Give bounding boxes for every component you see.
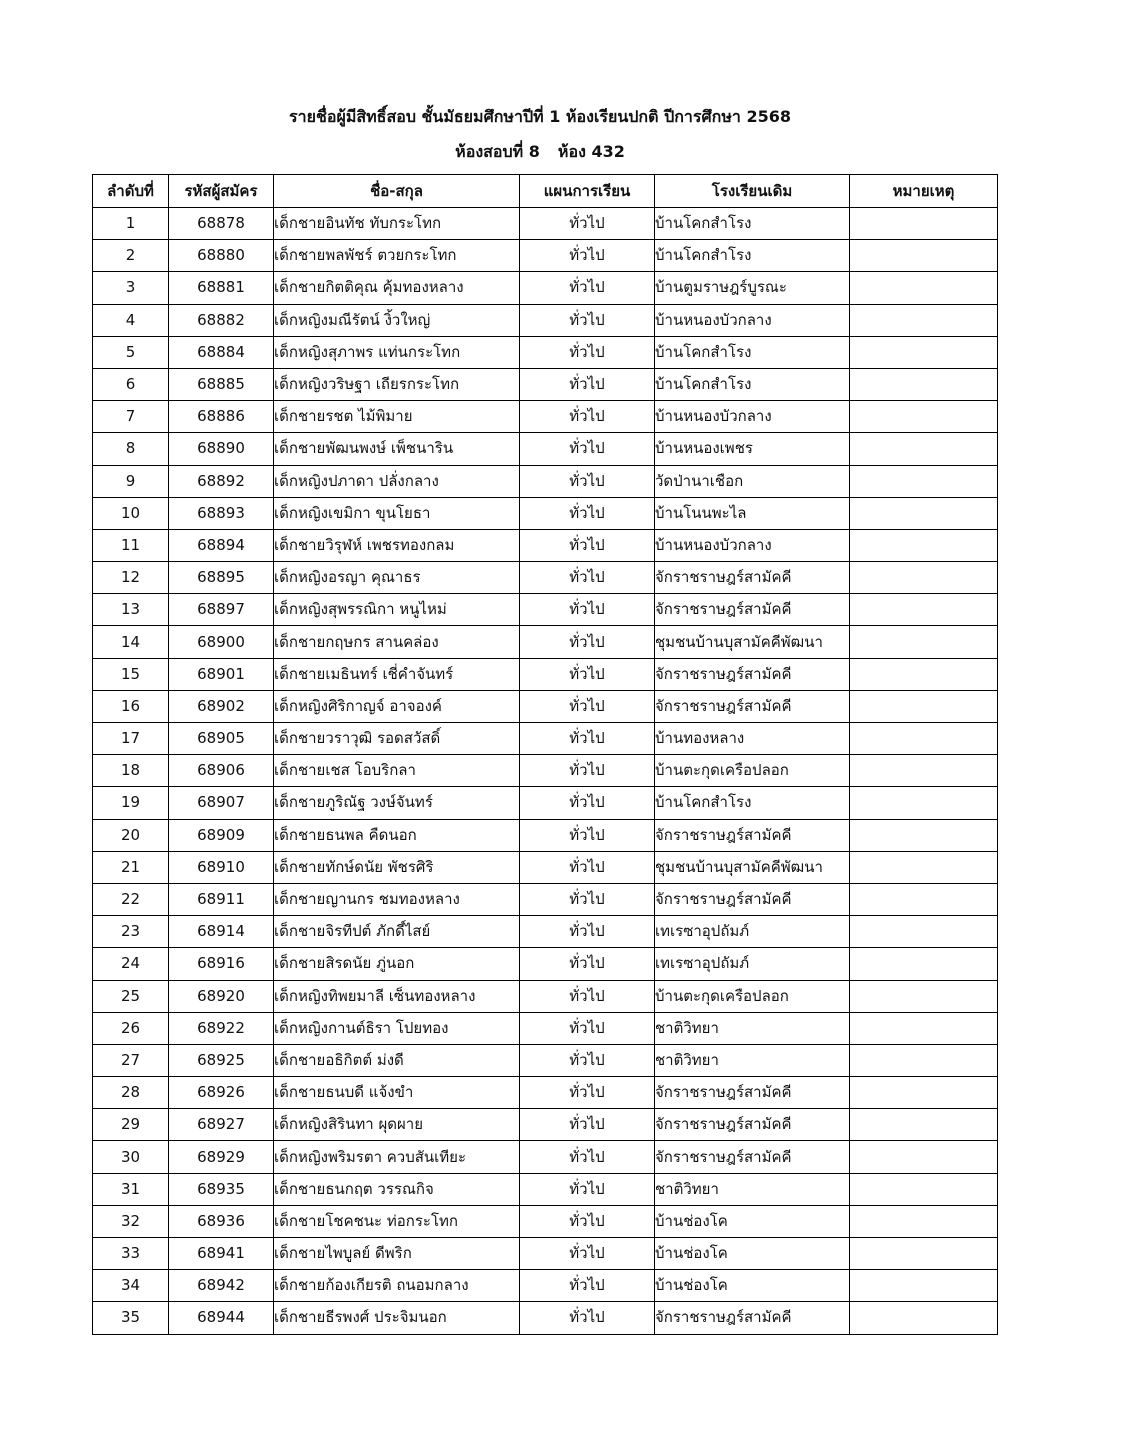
page-subtitle xyxy=(0,142,1080,162)
cell-name: เด็กชายพลพัชร์ ตวยกระโทก xyxy=(274,240,520,272)
cell-study-plan: ทั่วไป xyxy=(520,980,655,1012)
cell-no: 25 xyxy=(93,980,169,1012)
cell-remarks xyxy=(850,433,998,465)
cell-name: เด็กชายอธิกิตต์ ม่งดี xyxy=(274,1044,520,1076)
cell-study-plan: ทั่วไป xyxy=(520,529,655,561)
table-row xyxy=(93,755,998,787)
cell-remarks xyxy=(850,1044,998,1076)
cell-previous-school: บ้านตะกุดเครือปลอก xyxy=(655,755,850,787)
table-row xyxy=(93,240,998,272)
cell-no: 34 xyxy=(93,1270,169,1302)
cell-no: 21 xyxy=(93,851,169,883)
cell-previous-school: จักราชราษฎร์สามัคคี xyxy=(655,1302,850,1334)
cell-study-plan: ทั่วไป xyxy=(520,1141,655,1173)
cell-study-plan: ทั่วไป xyxy=(520,690,655,722)
cell-applicant-id: 68941 xyxy=(169,1238,274,1270)
cell-previous-school: บ้านช่องโค xyxy=(655,1270,850,1302)
cell-applicant-id: 68882 xyxy=(169,304,274,336)
column-header-previous-school: โรงเรียนเดิม xyxy=(655,175,850,208)
cell-no: 22 xyxy=(93,883,169,915)
cell-name: เด็กหญิงสุพรรณิกา หนูไหม่ xyxy=(274,594,520,626)
cell-remarks xyxy=(850,208,998,240)
cell-remarks xyxy=(850,1141,998,1173)
cell-name: เด็กชายภูริณัฐ วงษ์จันทร์ xyxy=(274,787,520,819)
table-row xyxy=(93,1173,998,1205)
cell-previous-school: เทเรซาอุปถัมภ์ xyxy=(655,916,850,948)
cell-previous-school: ชาติวิทยา xyxy=(655,1044,850,1076)
column-header-applicant-id: รหัสผู้สมัคร xyxy=(169,175,274,208)
table-row xyxy=(93,851,998,883)
cell-applicant-id: 68944 xyxy=(169,1302,274,1334)
cell-applicant-id: 68886 xyxy=(169,401,274,433)
table-row xyxy=(93,304,998,336)
cell-no: 5 xyxy=(93,336,169,368)
cell-applicant-id: 68907 xyxy=(169,787,274,819)
cell-name: เด็กชายจิรทีปต์ ภักดี์ไสย์ xyxy=(274,916,520,948)
cell-applicant-id: 68901 xyxy=(169,658,274,690)
cell-study-plan: ทั่วไป xyxy=(520,658,655,690)
cell-name: เด็กชายสิรดนัย ภู่นอก xyxy=(274,948,520,980)
table-row xyxy=(93,562,998,594)
cell-study-plan: ทั่วไป xyxy=(520,851,655,883)
table-row xyxy=(93,1270,998,1302)
cell-previous-school: บ้านหนองเพชร xyxy=(655,433,850,465)
cell-previous-school: บ้านตูมราษฎร์บูรณะ xyxy=(655,272,850,304)
cell-applicant-id: 68925 xyxy=(169,1044,274,1076)
cell-no: 1 xyxy=(93,208,169,240)
cell-previous-school: จักราชราษฎร์สามัคคี xyxy=(655,883,850,915)
table-row xyxy=(93,690,998,722)
cell-study-plan: ทั่วไป xyxy=(520,562,655,594)
cell-previous-school: บ้านหนองบัวกลาง xyxy=(655,529,850,561)
cell-no: 28 xyxy=(93,1077,169,1109)
cell-applicant-id: 68926 xyxy=(169,1077,274,1109)
cell-applicant-id: 68892 xyxy=(169,465,274,497)
table-row xyxy=(93,272,998,304)
cell-study-plan: ทั่วไป xyxy=(520,626,655,658)
table-row xyxy=(93,433,998,465)
table-row xyxy=(93,916,998,948)
cell-study-plan: ทั่วไป xyxy=(520,948,655,980)
cell-no: 11 xyxy=(93,529,169,561)
cell-remarks xyxy=(850,819,998,851)
table-row xyxy=(93,723,998,755)
cell-no: 4 xyxy=(93,304,169,336)
cell-remarks xyxy=(850,851,998,883)
table-row xyxy=(93,658,998,690)
cell-previous-school: บ้านโคกสำโรง xyxy=(655,368,850,400)
cell-name: เด็กชายธีรพงศ์ ประจิมนอก xyxy=(274,1302,520,1334)
cell-no: 10 xyxy=(93,497,169,529)
cell-name: เด็กหญิงอรญา คุณาธร xyxy=(274,562,520,594)
table-row xyxy=(93,948,998,980)
cell-applicant-id: 68880 xyxy=(169,240,274,272)
cell-study-plan: ทั่วไป xyxy=(520,916,655,948)
cell-remarks xyxy=(850,465,998,497)
cell-study-plan: ทั่วไป xyxy=(520,819,655,851)
cell-applicant-id: 68890 xyxy=(169,433,274,465)
cell-name: เด็กชายรชต ไม้พิมาย xyxy=(274,401,520,433)
cell-applicant-id: 68910 xyxy=(169,851,274,883)
cell-name: เด็กชายธนพล คืดนอก xyxy=(274,819,520,851)
cell-name: เด็กชายทักษ์ดนัย พัชรศิริ xyxy=(274,851,520,883)
cell-applicant-id: 68916 xyxy=(169,948,274,980)
cell-no: 17 xyxy=(93,723,169,755)
candidate-table xyxy=(92,174,998,1335)
table-row xyxy=(93,497,998,529)
cell-remarks xyxy=(850,401,998,433)
cell-study-plan: ทั่วไป xyxy=(520,1173,655,1205)
cell-study-plan: ทั่วไป xyxy=(520,368,655,400)
cell-no: 24 xyxy=(93,948,169,980)
cell-previous-school: ชาติวิทยา xyxy=(655,1012,850,1044)
cell-previous-school: จักราชราษฎร์สามัคคี xyxy=(655,819,850,851)
cell-study-plan: ทั่วไป xyxy=(520,1012,655,1044)
cell-study-plan: ทั่วไป xyxy=(520,723,655,755)
cell-remarks xyxy=(850,1012,998,1044)
exam-room-label: ห้องสอบที่ 8 xyxy=(455,142,540,161)
cell-previous-school: บ้านหนองบัวกลาง xyxy=(655,401,850,433)
cell-applicant-id: 68894 xyxy=(169,529,274,561)
cell-remarks xyxy=(850,916,998,948)
cell-study-plan: ทั่วไป xyxy=(520,787,655,819)
cell-remarks xyxy=(850,1238,998,1270)
cell-study-plan: ทั่วไป xyxy=(520,1205,655,1237)
cell-no: 6 xyxy=(93,368,169,400)
cell-applicant-id: 68920 xyxy=(169,980,274,1012)
cell-previous-school: ชาติวิทยา xyxy=(655,1173,850,1205)
cell-study-plan: ทั่วไป xyxy=(520,401,655,433)
cell-remarks xyxy=(850,626,998,658)
cell-applicant-id: 68905 xyxy=(169,723,274,755)
cell-no: 26 xyxy=(93,1012,169,1044)
cell-applicant-id: 68900 xyxy=(169,626,274,658)
cell-applicant-id: 68942 xyxy=(169,1270,274,1302)
cell-no: 32 xyxy=(93,1205,169,1237)
cell-previous-school: ชุมชนบ้านบุสามัคคีพัฒนา xyxy=(655,851,850,883)
cell-name: เด็กหญิงทิพยมาลี เซ็นทองหลาง xyxy=(274,980,520,1012)
cell-name: เด็กชายกิตติคุณ คุ้มทองหลาง xyxy=(274,272,520,304)
column-header-name: ชื่อ-สกุล xyxy=(274,175,520,208)
cell-no: 35 xyxy=(93,1302,169,1334)
cell-remarks xyxy=(850,272,998,304)
cell-remarks xyxy=(850,1173,998,1205)
cell-previous-school: บ้านตะกุดเครือปลอก xyxy=(655,980,850,1012)
cell-study-plan: ทั่วไป xyxy=(520,272,655,304)
room-label: ห้อง 432 xyxy=(557,142,625,161)
cell-name: เด็กชายอินทัช ทับกระโทก xyxy=(274,208,520,240)
cell-name: เด็กหญิงมณีรัตน์ งิ้วใหญ่ xyxy=(274,304,520,336)
column-header-remarks: หมายเหตุ xyxy=(850,175,998,208)
table-row xyxy=(93,819,998,851)
cell-remarks xyxy=(850,787,998,819)
table-row xyxy=(93,980,998,1012)
cell-name: เด็กชายโชคชนะ ท่อกระโทก xyxy=(274,1205,520,1237)
cell-remarks xyxy=(850,1270,998,1302)
cell-no: 15 xyxy=(93,658,169,690)
cell-previous-school: บ้านโนนพะไล xyxy=(655,497,850,529)
cell-no: 16 xyxy=(93,690,169,722)
cell-study-plan: ทั่วไป xyxy=(520,1302,655,1334)
cell-previous-school: บ้านโคกสำโรง xyxy=(655,336,850,368)
table-row xyxy=(93,1109,998,1141)
table-row xyxy=(93,594,998,626)
cell-no: 29 xyxy=(93,1109,169,1141)
cell-remarks xyxy=(850,723,998,755)
cell-no: 13 xyxy=(93,594,169,626)
column-header-no: ลำดับที่ xyxy=(93,175,169,208)
cell-applicant-id: 68902 xyxy=(169,690,274,722)
cell-no: 19 xyxy=(93,787,169,819)
cell-remarks xyxy=(850,883,998,915)
column-header-study-plan: แผนการเรียน xyxy=(520,175,655,208)
cell-study-plan: ทั่วไป xyxy=(520,240,655,272)
cell-remarks xyxy=(850,368,998,400)
cell-study-plan: ทั่วไป xyxy=(520,208,655,240)
cell-study-plan: ทั่วไป xyxy=(520,465,655,497)
cell-name: เด็กชายญานกร ชมทองหลาง xyxy=(274,883,520,915)
cell-remarks xyxy=(850,529,998,561)
table-row xyxy=(93,465,998,497)
cell-name: เด็กชายก้องเกียรติ ถนอมกลาง xyxy=(274,1270,520,1302)
cell-no: 7 xyxy=(93,401,169,433)
cell-previous-school: จักราชราษฎร์สามัคคี xyxy=(655,1141,850,1173)
cell-remarks xyxy=(850,594,998,626)
cell-name: เด็กชายพัฒนพงษ์ เพ็ชนาริน xyxy=(274,433,520,465)
cell-study-plan: ทั่วไป xyxy=(520,497,655,529)
cell-previous-school: เทเรซาอุปถัมภ์ xyxy=(655,948,850,980)
table-row xyxy=(93,368,998,400)
cell-remarks xyxy=(850,562,998,594)
cell-remarks xyxy=(850,1109,998,1141)
table-row xyxy=(93,529,998,561)
cell-applicant-id: 68929 xyxy=(169,1141,274,1173)
cell-name: เด็กหญิงกานต์ธิรา โปยทอง xyxy=(274,1012,520,1044)
table-header-row xyxy=(93,175,998,208)
table-row xyxy=(93,1238,998,1270)
cell-study-plan: ทั่วไป xyxy=(520,336,655,368)
cell-applicant-id: 68881 xyxy=(169,272,274,304)
cell-name: เด็กชายเชส โอบริกลา xyxy=(274,755,520,787)
cell-applicant-id: 68893 xyxy=(169,497,274,529)
cell-applicant-id: 68885 xyxy=(169,368,274,400)
cell-applicant-id: 68895 xyxy=(169,562,274,594)
cell-previous-school: บ้านช่องโค xyxy=(655,1205,850,1237)
cell-no: 2 xyxy=(93,240,169,272)
cell-remarks xyxy=(850,690,998,722)
cell-remarks xyxy=(850,1302,998,1334)
cell-remarks xyxy=(850,755,998,787)
cell-name: เด็กหญิงพริมรตา ควบสันเทียะ xyxy=(274,1141,520,1173)
cell-applicant-id: 68906 xyxy=(169,755,274,787)
cell-name: เด็กชายเมธินทร์ เชี่คำจันทร์ xyxy=(274,658,520,690)
cell-no: 30 xyxy=(93,1141,169,1173)
cell-previous-school: บ้านทองหลาง xyxy=(655,723,850,755)
cell-study-plan: ทั่วไป xyxy=(520,1270,655,1302)
cell-applicant-id: 68927 xyxy=(169,1109,274,1141)
cell-remarks xyxy=(850,1077,998,1109)
cell-no: 33 xyxy=(93,1238,169,1270)
cell-no: 12 xyxy=(93,562,169,594)
cell-no: 27 xyxy=(93,1044,169,1076)
cell-remarks xyxy=(850,948,998,980)
cell-remarks xyxy=(850,240,998,272)
cell-previous-school: บ้านโคกสำโรง xyxy=(655,787,850,819)
cell-previous-school: บ้านโคกสำโรง xyxy=(655,208,850,240)
table-row xyxy=(93,1044,998,1076)
cell-study-plan: ทั่วไป xyxy=(520,1109,655,1141)
cell-previous-school: บ้านโคกสำโรง xyxy=(655,240,850,272)
cell-name: เด็กหญิงศิริกาญจ์ อาจองค์ xyxy=(274,690,520,722)
cell-previous-school: จักราชราษฎร์สามัคคี xyxy=(655,1077,850,1109)
cell-previous-school: จักราชราษฎร์สามัคคี xyxy=(655,562,850,594)
cell-name: เด็กชายไพบูลย์ ดีพริก xyxy=(274,1238,520,1270)
cell-previous-school: จักราชราษฎร์สามัคคี xyxy=(655,594,850,626)
cell-previous-school: บ้านช่องโค xyxy=(655,1238,850,1270)
cell-no: 20 xyxy=(93,819,169,851)
page-title: รายชื่อผู้มีสิทธิ์สอบ ชั้นมัธยมศึกษาปีที่ 1 ห้องเรียนปกติ ปีการศึกษา 2568 xyxy=(289,107,791,126)
cell-no: 3 xyxy=(93,272,169,304)
cell-remarks xyxy=(850,980,998,1012)
table-row xyxy=(93,1302,998,1334)
table-row xyxy=(93,1205,998,1237)
cell-no: 23 xyxy=(93,916,169,948)
table-row xyxy=(93,208,998,240)
cell-name: เด็กชายธนกฤต วรรณกิจ xyxy=(274,1173,520,1205)
cell-study-plan: ทั่วไป xyxy=(520,755,655,787)
cell-study-plan: ทั่วไป xyxy=(520,1044,655,1076)
cell-study-plan: ทั่วไป xyxy=(520,594,655,626)
cell-name: เด็กชายวิรุฬห์ เพชรทองกลม xyxy=(274,529,520,561)
cell-previous-school: จักราชราษฎร์สามัคคี xyxy=(655,690,850,722)
table-row xyxy=(93,787,998,819)
cell-study-plan: ทั่วไป xyxy=(520,883,655,915)
cell-previous-school: จักราชราษฎร์สามัคคี xyxy=(655,1109,850,1141)
cell-applicant-id: 68897 xyxy=(169,594,274,626)
cell-study-plan: ทั่วไป xyxy=(520,1238,655,1270)
table-row xyxy=(93,1077,998,1109)
cell-applicant-id: 68884 xyxy=(169,336,274,368)
cell-remarks xyxy=(850,497,998,529)
cell-applicant-id: 68936 xyxy=(169,1205,274,1237)
table-row xyxy=(93,1012,998,1044)
cell-study-plan: ทั่วไป xyxy=(520,304,655,336)
cell-applicant-id: 68914 xyxy=(169,916,274,948)
table-row xyxy=(93,883,998,915)
cell-applicant-id: 68922 xyxy=(169,1012,274,1044)
cell-remarks xyxy=(850,658,998,690)
cell-name: เด็กชายกฤษกร สานคล่อง xyxy=(274,626,520,658)
cell-applicant-id: 68878 xyxy=(169,208,274,240)
cell-name: เด็กหญิงปภาดา ปลั่งกลาง xyxy=(274,465,520,497)
table-row xyxy=(93,401,998,433)
table-row xyxy=(93,626,998,658)
cell-name: เด็กหญิงสุภาพร แท่นกระโทก xyxy=(274,336,520,368)
table-row xyxy=(93,336,998,368)
cell-no: 9 xyxy=(93,465,169,497)
cell-name: เด็กชายวราวุฒิ รอดสวัสดิ์ xyxy=(274,723,520,755)
cell-study-plan: ทั่วไป xyxy=(520,433,655,465)
cell-remarks xyxy=(850,336,998,368)
cell-study-plan: ทั่วไป xyxy=(520,1077,655,1109)
table-row xyxy=(93,1141,998,1173)
cell-applicant-id: 68911 xyxy=(169,883,274,915)
cell-no: 18 xyxy=(93,755,169,787)
cell-previous-school: บ้านหนองบัวกลาง xyxy=(655,304,850,336)
cell-no: 14 xyxy=(93,626,169,658)
cell-no: 8 xyxy=(93,433,169,465)
cell-previous-school: วัดป่านาเชือก xyxy=(655,465,850,497)
cell-name: เด็กชายธนบดี แจ้งขำ xyxy=(274,1077,520,1109)
cell-name: เด็กหญิงวริษฐา เถียรกระโทก xyxy=(274,368,520,400)
cell-remarks xyxy=(850,1205,998,1237)
cell-previous-school: จักราชราษฎร์สามัคคี xyxy=(655,658,850,690)
cell-no: 31 xyxy=(93,1173,169,1205)
cell-name: เด็กหญิงเขมิกา ขุนโยธา xyxy=(274,497,520,529)
cell-remarks xyxy=(850,304,998,336)
cell-previous-school: ชุมชนบ้านบุสามัคคีพัฒนา xyxy=(655,626,850,658)
cell-applicant-id: 68935 xyxy=(169,1173,274,1205)
cell-name: เด็กหญิงสิรินทา ผุดผาย xyxy=(274,1109,520,1141)
cell-applicant-id: 68909 xyxy=(169,819,274,851)
